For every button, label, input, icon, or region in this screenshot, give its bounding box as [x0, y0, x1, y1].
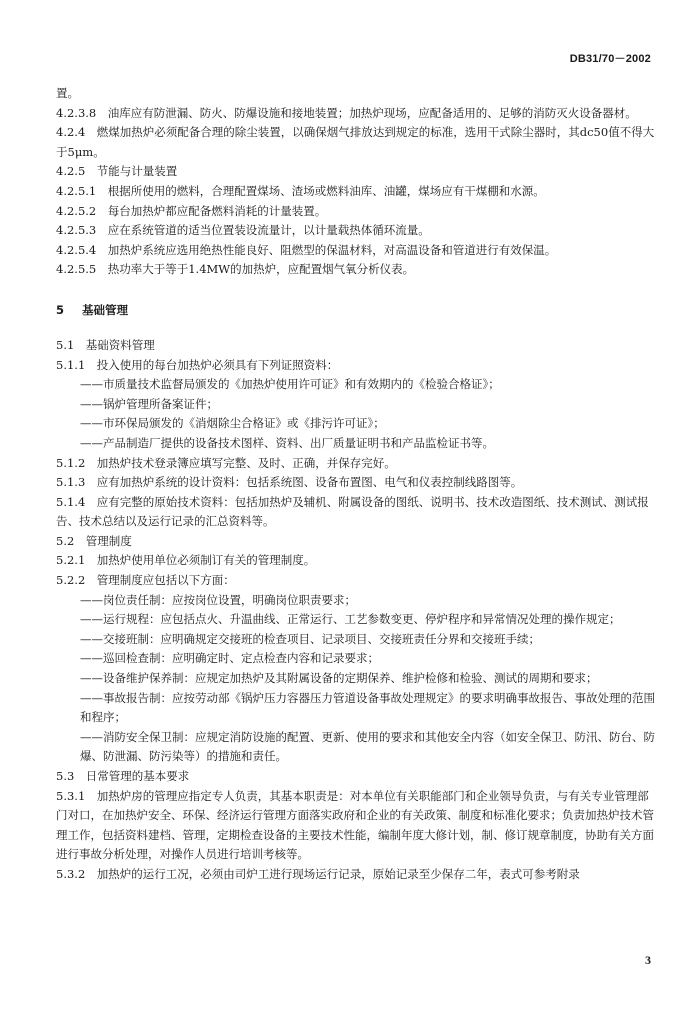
standard-code: DB31/70－2002: [569, 53, 651, 65]
paragraph: 5.2.2 管理制度应包括以下方面：: [56, 573, 235, 588]
paragraph: 5.1.2 加热炉技术登录簿应填写完整、及时、正确，并保存完好。: [56, 455, 396, 470]
paragraph: 置。: [56, 86, 79, 100]
section-title: 基础管理: [82, 302, 129, 317]
paragraph: 4.2.4 燃煤加热炉必须配备合理的除尘装置，以确保烟气排放达到规定的标准，选用干式除尘器时，其dc50值不得大于5μm。: [56, 125, 655, 159]
list-item: ——事故报告制：应按劳动部《锅炉压力容器压力管道设备事故处理规定》的要求明确事故报告、事故处理的范围和程序；: [80, 690, 655, 725]
paragraph: 4.2.5.4 加热炉系统应选用绝热性能良好、阻燃型的保温材料，对高温设备和管道进行有效保温。: [56, 242, 557, 257]
list-item: ——岗位责任制：应按岗位设置，明确岗位职责要求；: [80, 592, 356, 607]
paragraph: 4.2.5.2 每台加热炉都应配备燃料消耗的计量装置。: [56, 203, 327, 218]
list-item: ——市环保局颁发的《消烟除尘合格证》或《排污许可证》；: [80, 416, 385, 431]
paragraph: 5.1.3 应有加热炉系统的设计资料：包括系统图、设备布置图、电气和仪表控制线路图等。: [56, 475, 523, 490]
paragraph: 5.3.1 加热炉房的管理应指定专人负责，其基本职责是：对本单位有关职能部门和企业领导负责，与有关专业管理部门对口，在加热炉安全、环保、经济运行管理方面落实政府和企业的有关政策、制度和标准化要求；负责加热炉技术管理工作，包括资料建档、管理，定期检查设备的主要技术性能，编制年度大修计划，制、修订规章制度，协助有关方面进行事故分析处理，对操作人员进行培训考核等。: [56, 788, 654, 862]
list-item: ——设备维护保养制：应规定加热炉及其附属设备的定期保养、维护检修和检验、测试的周期和要求；: [80, 671, 598, 686]
list-item: ——运行规程：应包括点火、升温曲线、正常运行、工艺参数变更、停炉程序和异常情况处理的操作规定；: [80, 612, 621, 627]
paragraph: 4.2.3.8 油库应有防泄漏、防火、防爆设施和接地装置；加热炉现场，应配备适用的、足够的消防灭火设备器材。: [56, 105, 637, 120]
section-5-paragraphs: [56, 336, 656, 885]
list-item: ——消防安全保卫制：应规定消防设施的配置、更新、使用的要求和其他安全内容（如安全保卫、防汛、防台、防爆、防泄漏、防污染等）的措施和责任。: [80, 729, 655, 764]
paragraph: 4.2.5.3 应在系统管道的适当位置装设流量计，以计量载热体循环流量。: [56, 223, 430, 238]
list-item: ——交接班制：应明确规定交接班的检查项目、记录项目、交接班责任分界和交接班手续；: [80, 631, 540, 646]
paragraph: 5.3.2 加热炉的运行工况，必须由司炉工进行现场运行记录，原始记录至少保存二年，表式可参考附录: [56, 866, 580, 881]
paragraph: 5.2.1 加热炉使用单位必须制订有关的管理制度。: [56, 553, 316, 568]
paragraph: 4.2.5.5 热功率大于等于1.4MW的加热炉，应配置烟气氧分析仪表。: [56, 262, 415, 277]
paragraph: 5.3 日常管理的基本要求: [56, 769, 190, 783]
list-item: ——锅炉管理所备案证件；: [80, 396, 218, 411]
paragraph: 4.2.5 节能与计量装置: [56, 164, 178, 179]
section-number: 5: [56, 302, 65, 317]
paragraph: 5.1.1 投入使用的每台加热炉必须具有下列证照资料：: [56, 357, 339, 372]
paragraph: 4.2.5.1 根据所使用的燃料，合理配置煤场、渣场或燃料油库、油罐，煤场应有干煤棚和水源。: [56, 183, 545, 198]
page-number: 3: [645, 953, 651, 967]
paragraph: 5.1.4 应有完整的原始技术资料：包括加热炉及辅机、附属设备的图纸、说明书、技术改造图纸、技术测试、测试报告、技术总结以及运行记录的汇总资料等。: [56, 494, 649, 529]
list-item: ——巡回检查制：应明确定时、定点检查内容和记录要求；: [80, 651, 379, 666]
list-item: ——产品制造厂提供的设备技术图样、资料、出厂质量证明书和产品监检证书等。: [80, 435, 494, 450]
paragraph: 5.2 管理制度: [56, 533, 132, 548]
document-body: [56, 84, 656, 885]
list-item: ——市质量技术监督局颁发的《加热炉使用许可证》和有效期内的《检验合格证》；: [80, 377, 500, 392]
section-5-heading: [56, 302, 656, 318]
paragraph: 5.1 基础资料管理: [56, 337, 155, 352]
section-4-paragraphs: [56, 84, 656, 280]
